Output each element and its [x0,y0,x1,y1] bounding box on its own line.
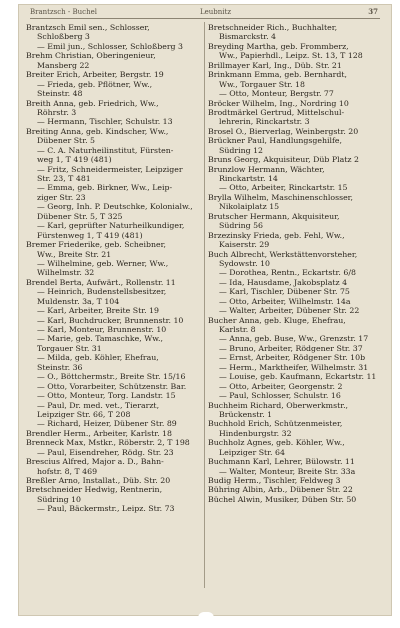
directory-entry-line: Brunzlow Hermann, Wächter, [208,164,325,174]
directory-entry-line: Ww., Papierhdl., Leipz. St. 13, T 128 [219,51,363,61]
directory-entry-line: Buchhold Erich, Schützenmeister, [208,419,343,429]
page-number: 37 [368,7,378,16]
directory-entry-line: — Paul, Schlosser, Schulstr. 16 [219,391,341,401]
directory-entry-line: Brillmayer Karl, Ing., Düb. Str. 21 [208,60,342,70]
directory-entry-line: Brzezinsky Frieda, geb. Fehl, Ww., [208,230,345,240]
directory-entry-line: Südring 56 [219,221,263,231]
directory-entry-line: Brehm Christian, Oberingenieur, [26,51,156,61]
directory-entry-line: — Walter, Monteur, Breite Str. 33a [219,466,356,476]
directory-entry-line: Bismarckstr. 4 [219,32,277,42]
directory-entry-line: Bucher Anna, geb. Kluge, Ehefrau, [208,315,346,325]
directory-entry-line: Ww., Torgauer Str. 18 [219,79,305,89]
directory-entry-line: Leipziger Str. 66, T 208 [37,409,131,419]
directory-entry-line: Südring 12 [219,145,263,155]
directory-entry-line: ziger Str. 23 [37,192,86,202]
directory-entry-line: Mansberg 22 [37,60,90,70]
directory-entry-line: Buchmann Karl, Lehrer, Bülowstr. 11 [208,457,355,467]
directory-entry-line: — Frieda, geb. Pflötner, Ww., [37,79,153,89]
right-column [208,23,382,504]
directory-entry-line: Buch Albrecht, Werkstättenvorsteher, [208,249,358,259]
directory-entry-line: — Emil jun., Schlosser, Schloßberg 3 [37,41,183,51]
directory-entry-line: — Walter, Arbeiter, Dübener Str. 22 [219,306,360,316]
directory-entry-line: Muldenstr. 3a, T 104 [37,296,120,306]
directory-entry-line: — Ernst, Arbeiter, Rödgener Str. 10b [219,353,366,363]
directory-entry-line: Steinstr. 36 [37,362,83,372]
directory-entry-line: Breiter Erich, Arbeiter, Bergstr. 19 [26,70,164,80]
directory-entry-line: Brenneck Max, Mstkr., Röberstr. 2, T 198 [26,438,190,448]
directory-entry-line: Bröcker Wilhelm, Ing., Nordring 10 [208,98,349,108]
directory-entry-line: Wilhelmstr. 32 [37,268,95,278]
directory-entry-line: Bremer Friederike, geb. Scheibner, [26,240,167,250]
directory-entry-line: Buchholz Agnes, geb. Köhler, Ww., [208,438,345,448]
page-header [30,6,380,19]
directory-entry-line: hofstr. 8, T 469 [37,466,98,476]
directory-entry-line: — Paul, Bäckermstr., Leipz. Str. 73 [37,504,175,514]
directory-entry-line: — Georg, Inh. P. Deutschke, Kolonialw., [37,202,193,212]
directory-entry-line: Karlstr. 8 [219,325,256,334]
directory-entry-line: — Emma, geb. Birkner, Ww., Leip- [37,183,173,193]
directory-entry-line: — Paul, Dr. med. vet., Tierarzt, [37,400,160,410]
directory-entry-line: Leipziger Str. 64 [219,447,285,457]
directory-entry-line: — Louise, geb. Kaufmann, Eckartstr. 11 [219,372,377,382]
directory-entry-line: — Hermann, Tischler, Schulstr. 13 [37,117,173,127]
directory-entry-line: Nikolaiplatz 15 [219,202,280,212]
directory-entry-line: — Milda, geb. Köhler, Ehefrau, [37,353,159,363]
column-divider [204,22,205,588]
directory-entry-line: — Paul, Eisendreher, Rödg. Str. 23 [37,447,174,457]
directory-entry-line: Str. 23, T 481 [37,174,91,183]
directory-entry-line: Büchel Alwin, Musiker, Düben Str. 50 [208,494,357,504]
directory-entry-line: Brückner Paul, Handlungsgehilfe, [208,136,343,146]
directory-entry-line: Fürstenweg 1, T 419 (481) [37,230,143,240]
directory-entry-line: — Otto, Arbeiter, Rinckartstr. 15 [219,183,348,193]
directory-entry-line: Sydowstr. 10 [219,258,270,268]
page-edge-notch [198,612,214,618]
header-left-keyword: Brantzsch - Buchel [30,8,97,16]
directory-entry-line: — Dorothea, Rentn., Eckartstr. 6/8 [219,268,356,278]
directory-entry-line: Torgauer Str. 31 [37,343,102,353]
directory-entry-line: — C. A. Naturheilinstitut, Fürsten- [37,145,174,155]
directory-entry-line: Breyding Martha, geb. Frommberz, [208,41,349,51]
directory-entry-line: — O., Böttchermstr., Breite Str. 15/16 [37,372,186,382]
directory-entry-line: Brinkmann Emma, geb. Bernhardt, [208,70,347,80]
directory-entry-line: — Otto, Monteur, Bergstr. 77 [219,89,334,99]
directory-entry-line: Bruns Georg, Akquisiteur, Düb Platz 2 [208,155,359,165]
directory-entry-line: — Anna, geb. Buse, Ww., Grenzstr. 17 [219,334,369,344]
directory-entry-line: Brückenstr. 1 [219,409,273,419]
directory-entry-line: — Ida, Hausdame, Jakobsplatz 4 [219,277,348,287]
directory-page [18,4,392,616]
directory-entry-line: Bretschneider Hedwig, Rentnerin, [26,485,163,495]
directory-entry-line: — Otto, Arbeiter, Wilhelmstr. 14a [219,296,351,306]
directory-entry-line: — Richard, Heizer, Dübener Str. 89 [37,419,177,429]
directory-entry-line: — Marie, geb. Tamaschke, Ww., [37,334,163,344]
directory-entry-line: — Fritz, Schneidermeister, Leipziger [37,164,183,174]
directory-entry-line: Brendel Berta, Aufwärt., Rollenstr. 11 [26,277,176,287]
directory-entry-line: — Karl, Arbeiter, Breite Str. 19 [37,306,159,316]
directory-entry-line: lehrerin, Rinckartstr. 3 [219,117,310,127]
directory-entry-line: — Heinrich, Budenstellsbesitzer, [37,287,167,297]
directory-entry-line: — Karl, Buchdrucker, Brunnenstr. 10 [37,315,184,325]
directory-entry-line: — Otto, Vorarbeiter, Schützenstr. Bar. [37,381,187,391]
directory-entry-line: — Otto, Monteur, Torg. Landstr. 15 [37,391,176,401]
directory-entry-line: — Otto, Arbeiter, Georgenstr. 2 [219,381,343,391]
directory-entry-line: Bretschneider Rich., Buchhalter, [208,23,338,32]
directory-entry-line: Schloßberg 3 [37,32,90,42]
directory-entry-line: weg 1, T 419 (481) [37,155,112,165]
directory-entry-line: Ww., Breite Str. 21 [37,249,112,259]
directory-entry-line: — Wilhelmine, geb. Werner, Ww., [37,258,169,268]
directory-entry-line: Brescius Alfred, Major a. D., Bahn- [26,457,164,467]
directory-entry-line: Südring 10 [37,494,81,504]
directory-entry-line: Bühring Albin, Arb., Dübener Str. 22 [208,485,353,495]
directory-entry-line: — Karl, geprüfter Naturheilkundiger, [37,221,185,231]
directory-entry-line: Brutscher Hermann, Akquisiteur, [208,211,340,221]
directory-entry-line: Brylla Wilhelm, Maschinenschlosser, [208,192,354,202]
directory-entry-line: Dübener Str. 5 [37,136,95,146]
directory-entry-line: Brosel O., Bierverlag, Weinbergstr. 20 [208,126,359,136]
directory-entry-line: Kaiserstr. 29 [219,240,270,250]
directory-entry-line: — Karl, Tischler, Dübener Str. 75 [219,287,350,297]
directory-entry-line: — Herm., Marktheifer, Wilhelmstr. 31 [219,362,369,372]
header-place-name: Leubnitz [200,8,232,16]
directory-entry-line: Breiting Anna, geb. Kindscher, Ww., [26,126,169,136]
directory-entry-line: — Karl, Monteur, Brunnenstr. 10 [37,325,167,334]
directory-entry-line: Steinstr. 48 [37,89,83,99]
left-column [26,23,200,514]
directory-entry-line: Dübener Str. 5, T 325 [37,211,123,221]
directory-entry-line: Budig Herm., Tischler, Feldweg 3 [208,476,341,485]
directory-entry-line: Hindenburgstr. 32 [219,428,292,438]
directory-entry-line: Brendler Herm., Arbeiter, Karlstr. 18 [26,428,172,438]
directory-entry-line: Röhrstr. 3 [37,107,77,117]
directory-entry-line: Brantzsch Emil sen., Schlosser, [26,23,150,32]
directory-entry-line: Rinckartstr. 14 [219,174,278,183]
directory-entry-line: Brodtmärkel Gertrud, Mittelschul- [208,107,345,117]
directory-entry-line: Buchheim Richard, Oberwerkmstr., [208,400,349,410]
directory-entry-line: Breßler Arno, Installat., Düb. Str. 20 [26,476,171,485]
directory-entry-line: — Bruno, Arbeiter, Rödgener Str. 37 [219,343,363,353]
directory-entry-line: Breith Anna, geb. Friedrich, Ww., [26,98,159,108]
